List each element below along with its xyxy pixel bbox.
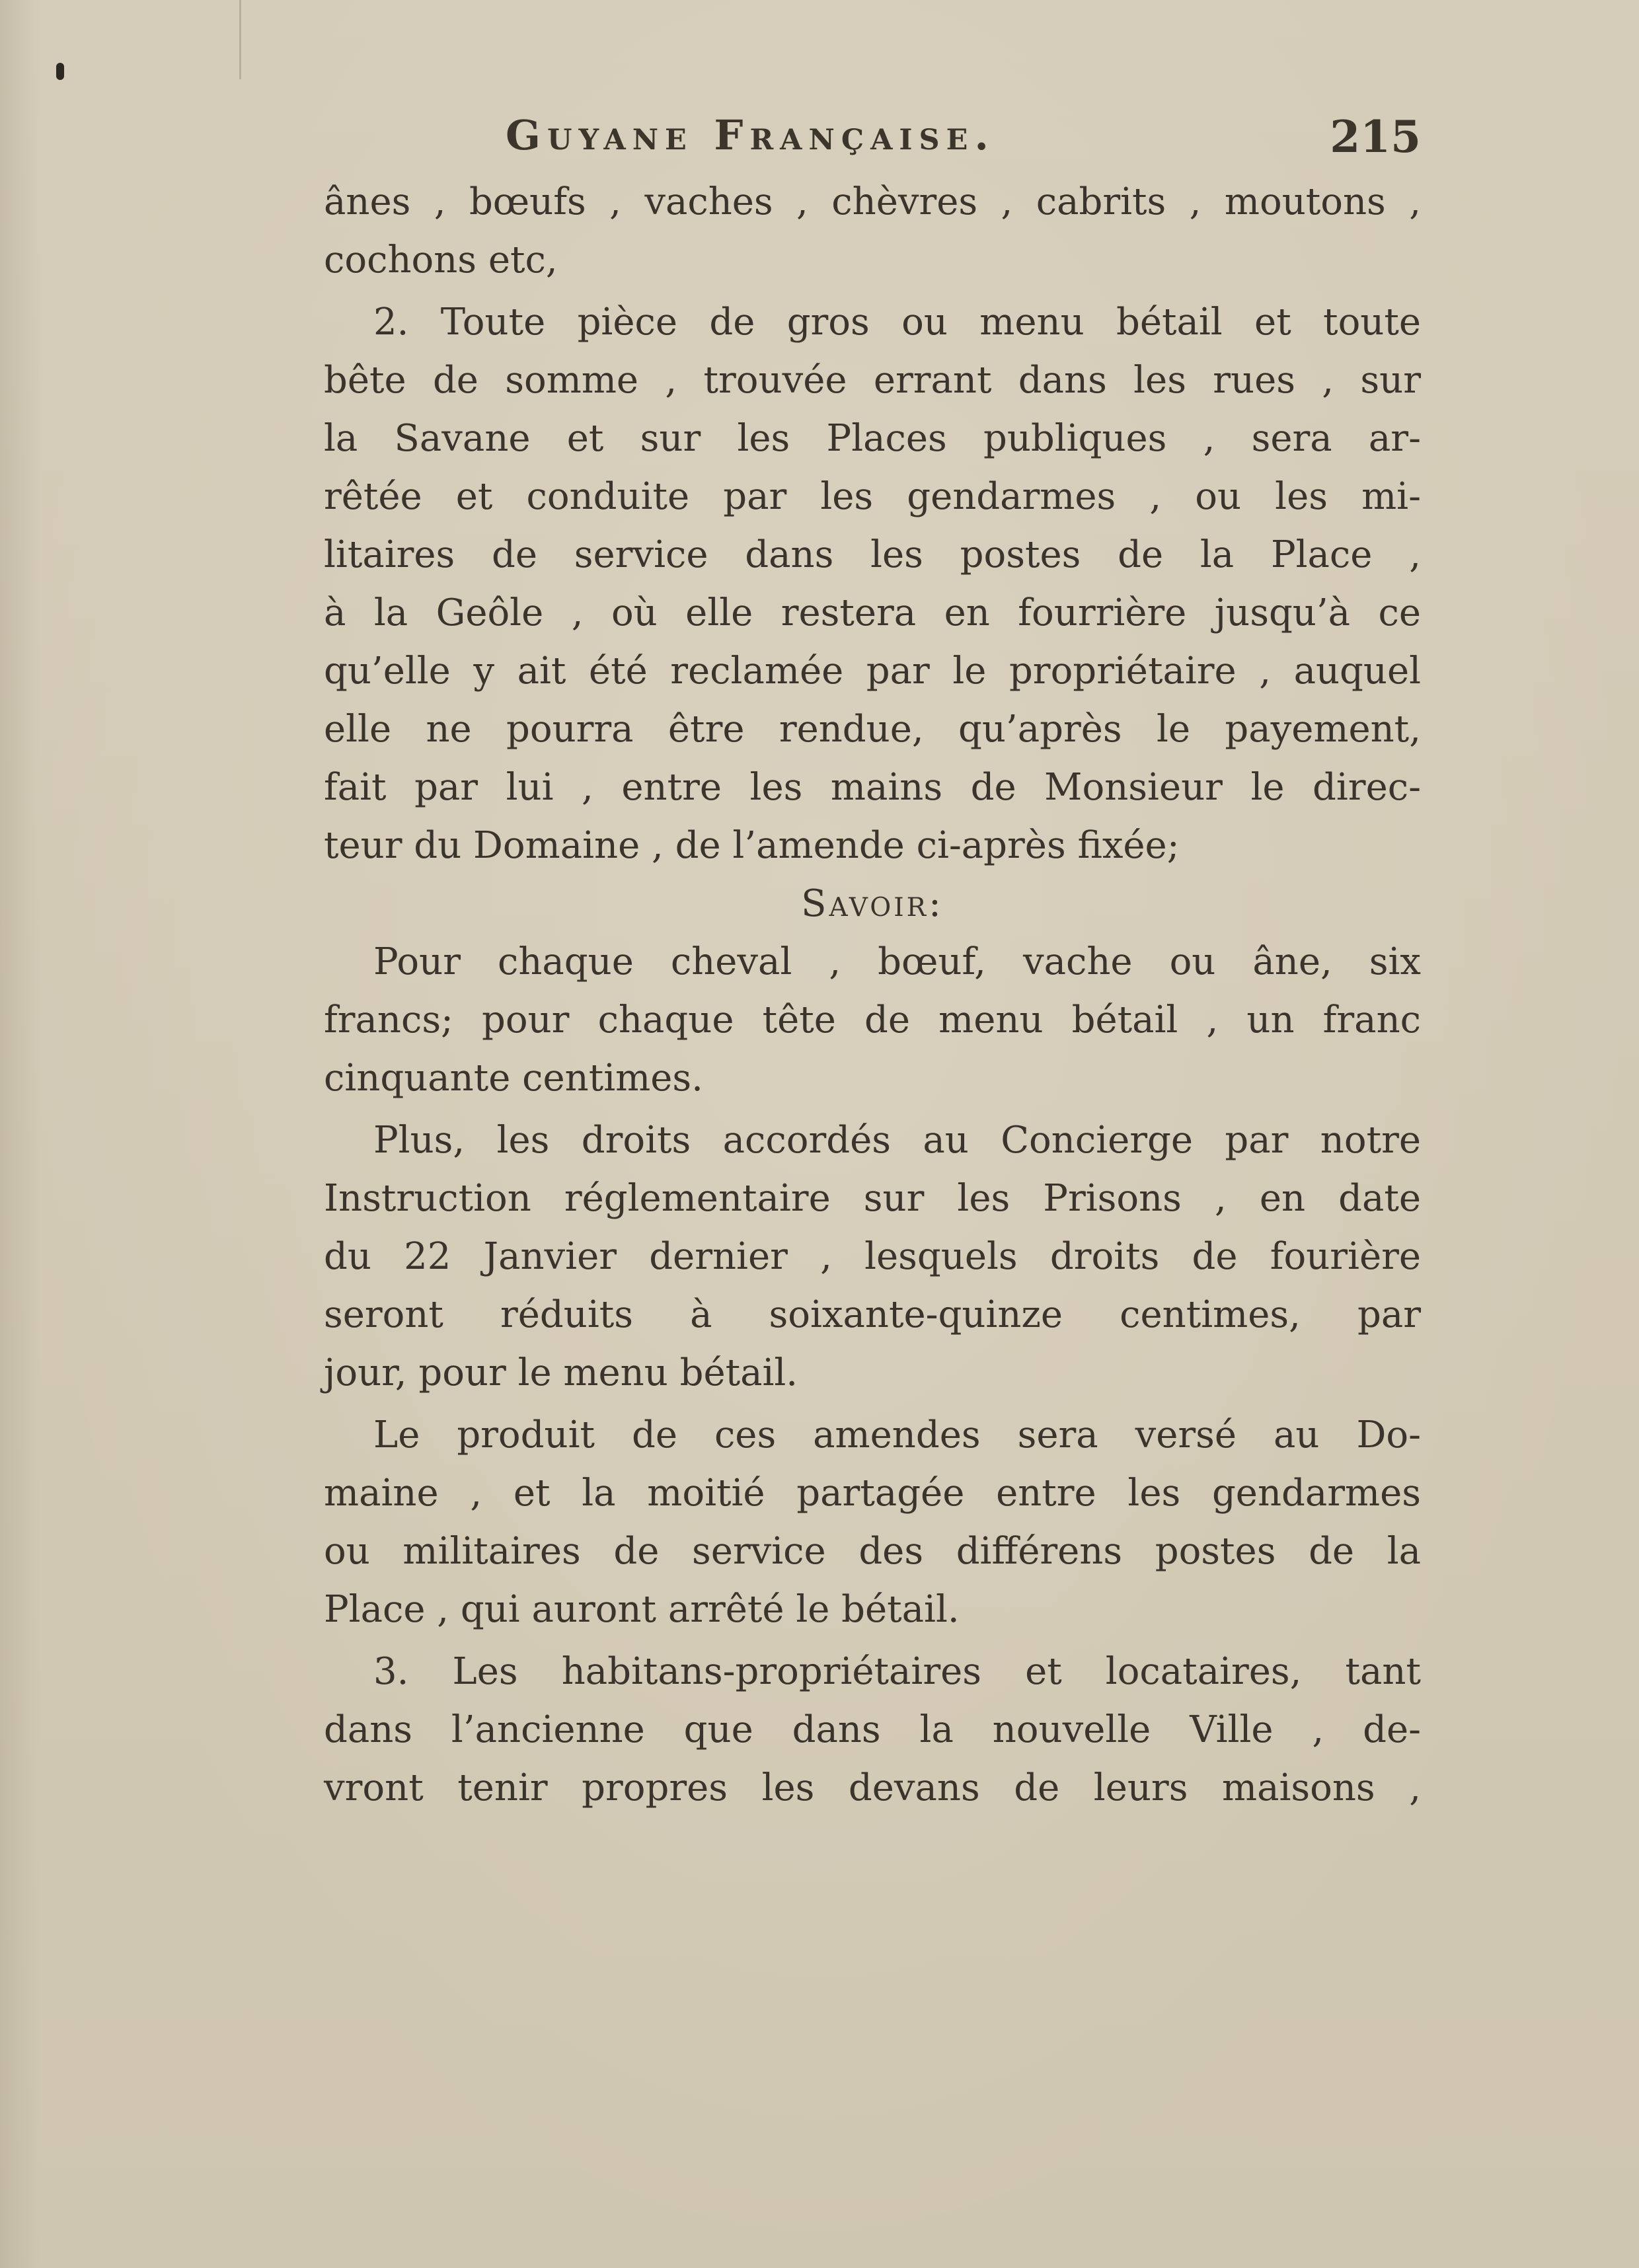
binding-shadow bbox=[0, 0, 40, 2268]
text-line: Pour chaque cheval , bœuf, vache ou âne, six bbox=[373, 940, 1421, 983]
text-line: Le produit de ces amendes sera versé au Do- bbox=[373, 1414, 1421, 1456]
text-line: litaires de service dans les postes de la Place , bbox=[324, 533, 1421, 576]
text-line: bête de somme , trouvée errant dans les rues , sur bbox=[324, 359, 1421, 402]
text-line: du 22 Janvier dernier , lesquels droits de fourière bbox=[324, 1235, 1421, 1278]
text-line: ânes , bœufs , vaches , chèvres , cabrits , moutons , bbox=[324, 180, 1421, 223]
text-line: vront tenir propres les devans de leurs maisons , bbox=[324, 1766, 1421, 1809]
text-line: ou militaires de service des différens postes de la bbox=[324, 1530, 1421, 1573]
text-line: teur du Domaine , de l’amende ci-après fixée; bbox=[324, 824, 1180, 867]
text-line: jour, pour le menu bétail. bbox=[324, 1351, 798, 1394]
text-line: cinquante centimes. bbox=[324, 1057, 703, 1100]
text-line: Place , qui auront arrêté le bétail. bbox=[324, 1588, 960, 1631]
ink-speck bbox=[56, 63, 64, 80]
text-line: maine , et la moitié partagée entre les gendarmes bbox=[324, 1472, 1421, 1515]
text-line: 2. Toute pièce de gros ou menu bétail et toute bbox=[373, 301, 1421, 344]
body-text bbox=[324, 173, 1421, 1817]
text-line: à la Geôle , où elle restera en fourrière jusqu’à ce bbox=[324, 591, 1421, 634]
paper-crease bbox=[239, 0, 241, 79]
section-heading: Savoir: bbox=[801, 882, 944, 925]
text-line: cochons etc, bbox=[324, 239, 558, 282]
text-line: elle ne pourra être rendue, qu’après le payement, bbox=[324, 708, 1421, 751]
text-line: Instruction réglementaire sur les Prisons , en date bbox=[324, 1177, 1421, 1220]
running-title: Guyane Française. bbox=[506, 111, 995, 159]
text-line: seront réduits à soixante-quinze centimes, par bbox=[324, 1293, 1421, 1336]
text-line: Plus, les droits accordés au Concierge par notre bbox=[373, 1119, 1421, 1162]
text-line: rêtée et conduite par les gendarmes , ou les mi- bbox=[324, 475, 1421, 518]
text-line: dans l’ancienne que dans la nouvelle Ville , de- bbox=[324, 1708, 1421, 1751]
text-line: fait par lui , entre les mains de Monsieur le direc- bbox=[324, 766, 1421, 809]
page-header bbox=[317, 111, 1421, 164]
text-line: francs; pour chaque tête de menu bétail , un franc bbox=[324, 999, 1421, 1041]
text-line: qu’elle y ait été reclamée par le propriétaire , auquel bbox=[324, 650, 1421, 693]
page-number: 215 bbox=[1330, 111, 1421, 163]
text-line: la Savane et sur les Places publiques , sera ar- bbox=[324, 417, 1421, 460]
text-line: 3. Les habitans-propriétaires et locataires, tant bbox=[373, 1650, 1421, 1693]
